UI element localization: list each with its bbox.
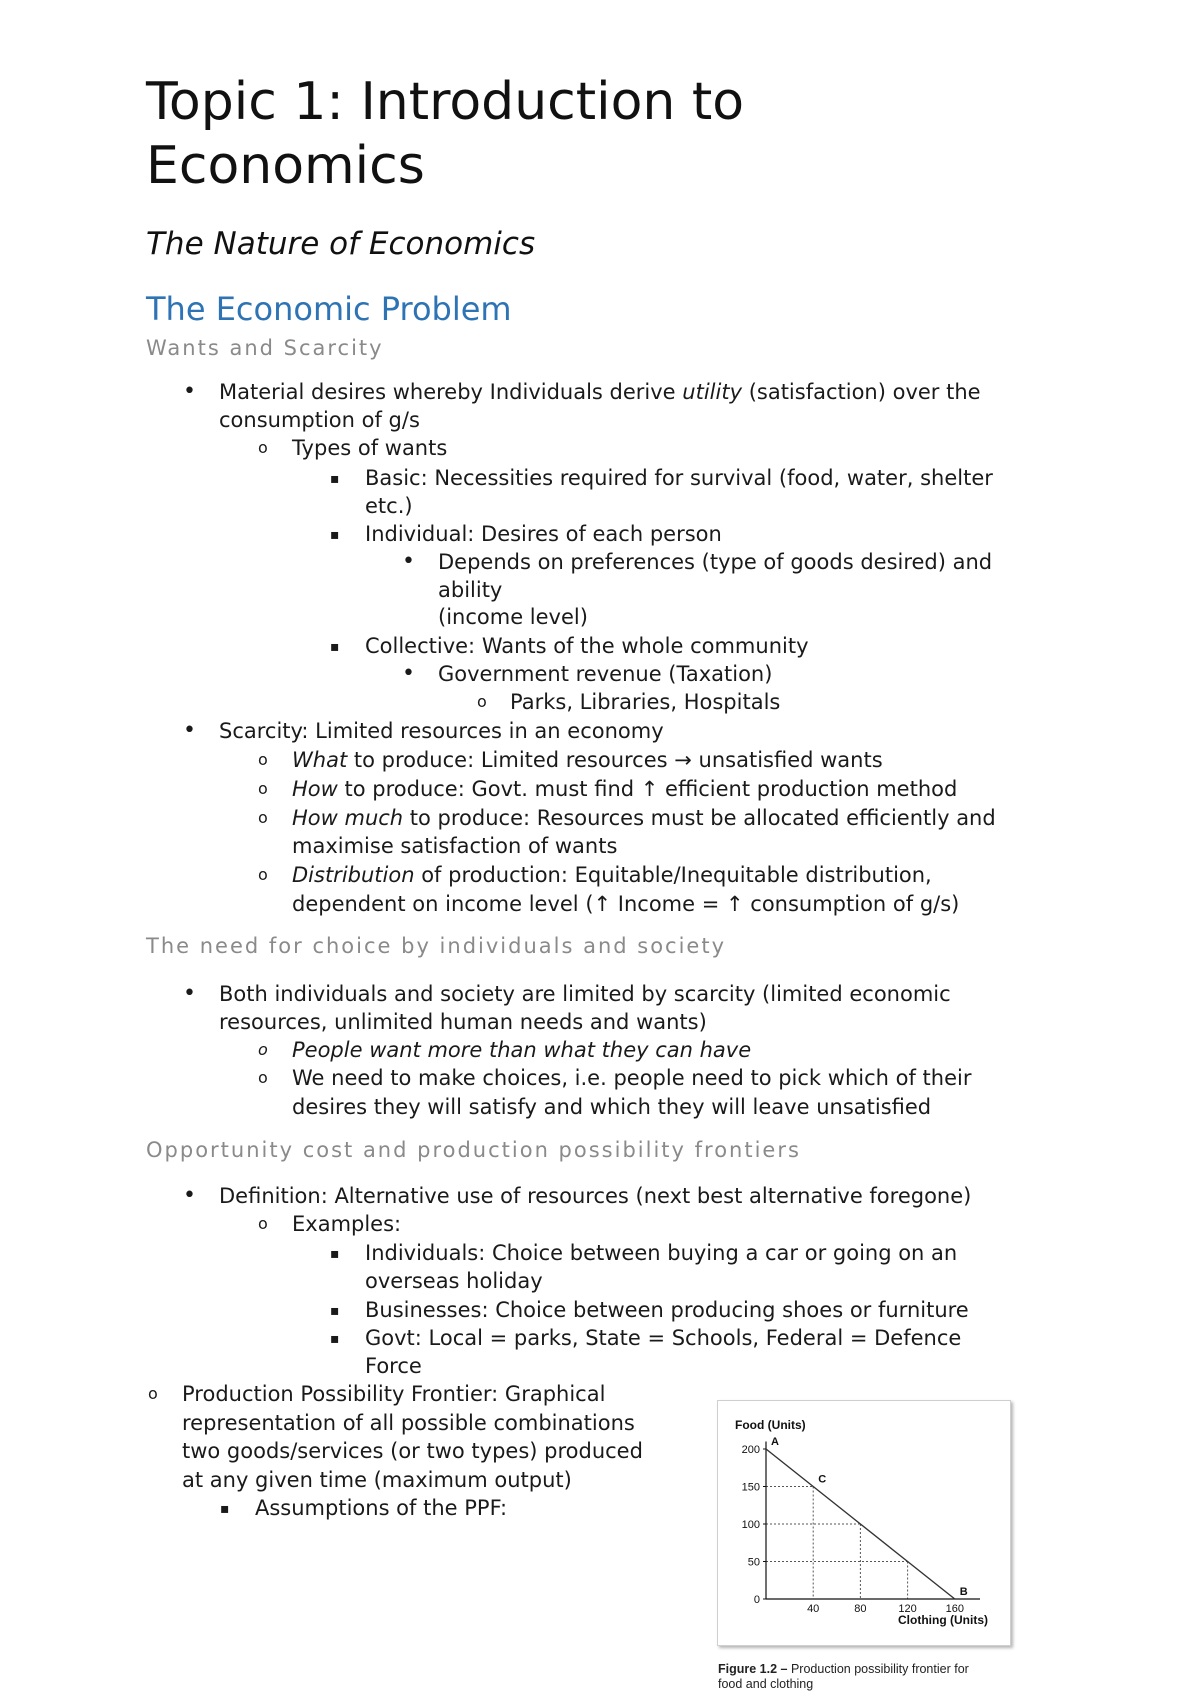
list-item: Basic: Necessities required for survival (food, water, shelter — [365, 466, 993, 490]
opp-heading: Opportunity cost and production possibility frontiers — [146, 1138, 801, 1162]
x-tick-label: 120 — [898, 1603, 917, 1615]
bullet-circle — [258, 861, 268, 889]
bullet-circle — [477, 688, 487, 716]
bullet-disc — [402, 660, 415, 689]
y-tick-label: 0 — [753, 1594, 760, 1606]
list-item: Depends on preferences (type of goods desired) and — [438, 550, 993, 574]
title-line-1: Topic 1: Introduction to — [146, 72, 745, 132]
bullet-square — [220, 1494, 230, 1523]
list-item: Businesses: Choice between producing shoes or furniture — [365, 1298, 969, 1322]
choice-heading: The need for choice by individuals and society — [146, 934, 727, 958]
x-tick-label: 80 — [854, 1603, 867, 1615]
list-item: Types of wants — [292, 436, 448, 460]
list-item: How much to produce: Resources must be allocated efficiently and — [292, 806, 996, 830]
bullet-square — [330, 520, 340, 549]
y-tick-label: 50 — [747, 1556, 760, 1569]
list-item: Parks, Libraries, Hospitals — [510, 690, 781, 714]
page-title — [146, 70, 744, 198]
bullet-disc — [402, 548, 415, 577]
list-item: Scarcity: Limited resources in an economy — [219, 719, 664, 743]
bullet-circle — [258, 746, 268, 774]
bullet-circle — [258, 434, 268, 462]
list-item: Definition: Alternative use of resources (next best alternative foregone) — [219, 1184, 972, 1208]
chart-x-label: Clothing (Units) — [898, 1613, 988, 1627]
list-item: Force — [365, 1354, 422, 1378]
point-label-a: A — [771, 1436, 779, 1448]
list-item: maximise satisfaction of wants — [292, 834, 618, 858]
list-item: representation of all possible combinations — [182, 1411, 635, 1435]
list-item: Examples: — [292, 1212, 402, 1236]
y-tick-label: 150 — [741, 1481, 760, 1494]
wants-heading: Wants and Scarcity — [146, 336, 384, 360]
bullet-circle — [258, 1210, 268, 1238]
list-item: Collective: Wants of the whole community — [365, 634, 809, 658]
figure-caption: Figure 1.2 – Production possibility frontier for food and clothing — [718, 1662, 969, 1691]
bullet-disc — [183, 980, 196, 1009]
bullet-square — [330, 464, 340, 493]
point-label-b: B — [959, 1586, 968, 1598]
ppf-chart — [718, 1401, 1010, 1645]
x-tick-label: 160 — [945, 1603, 964, 1615]
bullet-square — [330, 1239, 340, 1268]
list-item: We need to make choices, i.e. people need to pick which of their — [292, 1066, 972, 1090]
list-item: overseas holiday — [365, 1269, 543, 1293]
list-item: etc.) — [365, 494, 413, 518]
list-item: (income level) — [438, 605, 588, 629]
bullet-disc — [183, 1182, 196, 1211]
bullet-circle — [258, 775, 268, 803]
list-item: Assumptions of the PPF: — [255, 1496, 508, 1520]
bullet-square — [330, 632, 340, 661]
list-item: ability — [438, 578, 503, 602]
list-item: consumption of g/s — [219, 408, 420, 432]
bullet-circle — [258, 1064, 268, 1092]
list-item: Both individuals and society are limited by scarcity (limited economic — [219, 982, 951, 1006]
list-item: What to produce: Limited resources → unsatisfied wants — [292, 748, 883, 772]
bullet-square — [330, 1324, 340, 1353]
list-item: desires they will satisfy and which they will leave unsatisfied — [292, 1095, 932, 1119]
chart-y-label: Food (Units) — [735, 1418, 806, 1432]
bullet-disc — [183, 378, 196, 407]
list-item: Distribution of production: Equitable/Inequitable distribution, — [292, 863, 932, 887]
list-item: Individual: Desires of each person — [365, 522, 722, 546]
section-heading: The Economic Problem — [146, 290, 512, 328]
list-item: dependent on income level (↑ Income = ↑ consumption of g/s) — [292, 892, 960, 916]
list-item: two goods/services (or two types) produced — [182, 1439, 643, 1463]
list-item: How to produce: Govt. must find ↑ efficient production method — [292, 777, 958, 801]
page-subtitle: The Nature of Economics — [146, 226, 536, 262]
list-item: Individuals: Choice between buying a car or going on an — [365, 1241, 958, 1265]
point-label-c: C — [818, 1473, 827, 1486]
y-tick-label: 100 — [741, 1519, 760, 1531]
bullet-circle — [148, 1380, 158, 1408]
x-tick-label: 40 — [807, 1603, 820, 1615]
title-line-2: Economics — [146, 136, 425, 196]
bullet-disc — [183, 717, 196, 746]
list-item: resources, unlimited human needs and wants) — [219, 1010, 707, 1034]
y-tick-label: 200 — [741, 1444, 760, 1456]
list-item: People want more than what they can have — [292, 1038, 752, 1062]
list-item: at any given time (maximum output) — [182, 1468, 572, 1492]
bullet-circle — [258, 804, 268, 832]
bullet-square — [330, 1296, 340, 1325]
list-item: Production Possibility Frontier: Graphical — [182, 1382, 606, 1406]
ppf-figure — [717, 1400, 1011, 1646]
list-item: Material desires whereby Individuals derive utility (satisfaction) over the — [219, 380, 981, 404]
list-item: Govt: Local = parks, State = Schools, Federal = Defence — [365, 1326, 962, 1350]
bullet-circle — [258, 1036, 268, 1064]
list-item: Government revenue (Taxation) — [438, 662, 773, 686]
